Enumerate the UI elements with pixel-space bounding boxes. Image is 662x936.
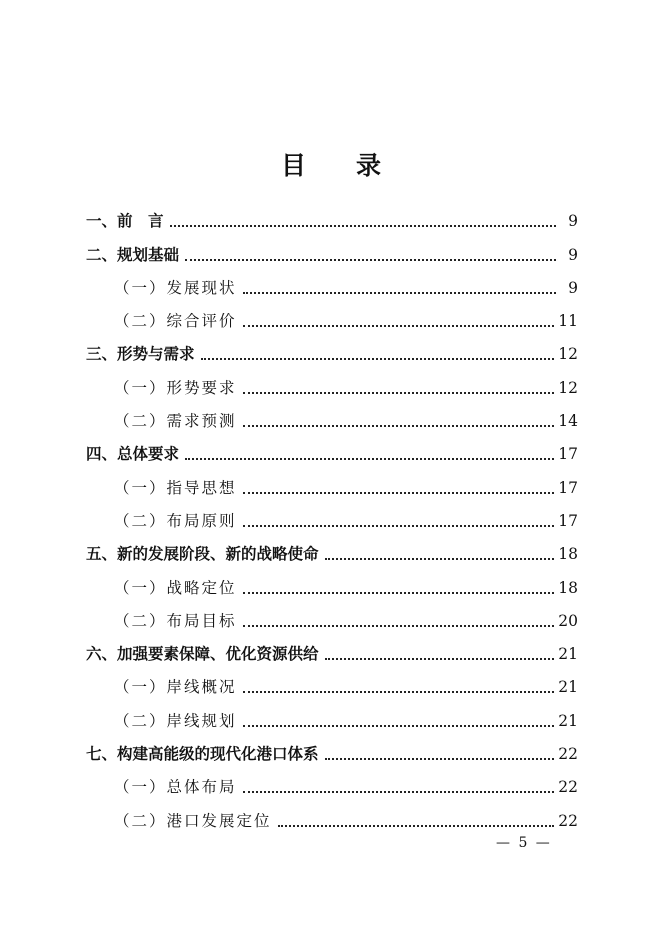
toc-entry-page: 17 xyxy=(558,445,578,464)
dot-leader xyxy=(243,324,555,327)
toc-entry-label: （一）发展现状 xyxy=(114,278,237,297)
toc-entry-label: 六、加强要素保障、优化资源供给 xyxy=(86,645,319,664)
toc-entry-label: （二）布局原则 xyxy=(114,511,237,530)
toc-entry[interactable] xyxy=(86,797,578,830)
toc-entry[interactable] xyxy=(86,531,578,564)
dot-leader xyxy=(170,224,556,227)
toc-entry[interactable] xyxy=(86,498,578,531)
toc-entry-page: 12 xyxy=(558,345,578,364)
toc-entry[interactable] xyxy=(86,631,578,664)
toc-entry-label: （二）岸线规划 xyxy=(114,711,237,730)
toc-entry[interactable] xyxy=(86,298,578,331)
toc-entry-page: 12 xyxy=(558,378,578,397)
toc-entry[interactable] xyxy=(86,364,578,397)
toc-entry[interactable] xyxy=(86,598,578,631)
dot-leader xyxy=(243,424,555,427)
dot-leader xyxy=(185,457,554,460)
page-number: — 5 — xyxy=(496,835,552,851)
dot-leader xyxy=(243,724,555,727)
toc-entry-label: （一）指导思想 xyxy=(114,478,237,497)
toc-entry-label: （一）形势要求 xyxy=(114,378,237,397)
toc-entry[interactable] xyxy=(86,231,578,264)
toc-entry[interactable] xyxy=(86,697,578,730)
dot-leader xyxy=(243,790,555,793)
dot-leader xyxy=(243,291,556,294)
toc-entry[interactable] xyxy=(86,464,578,497)
toc-entry[interactable] xyxy=(86,265,578,298)
dot-leader xyxy=(243,491,555,494)
toc-entry-page: 21 xyxy=(558,678,578,697)
table-of-contents xyxy=(86,198,578,831)
dot-leader xyxy=(243,391,555,394)
toc-entry-label: 二、规划基础 xyxy=(86,245,180,264)
dot-leader xyxy=(243,524,555,527)
dot-leader xyxy=(243,690,555,693)
toc-entry[interactable] xyxy=(86,731,578,764)
toc-entry[interactable] xyxy=(86,564,578,597)
toc-entry[interactable] xyxy=(86,331,578,364)
toc-entry-page: 17 xyxy=(558,478,578,497)
toc-entry-page: 20 xyxy=(558,611,578,630)
dot-leader xyxy=(325,757,555,760)
toc-entry-label: （二）港口发展定位 xyxy=(114,811,272,830)
toc-entry-label: （一）战略定位 xyxy=(114,578,237,597)
toc-entry[interactable] xyxy=(86,431,578,464)
toc-entry-page: 9 xyxy=(568,245,578,264)
toc-entry-page: 22 xyxy=(558,811,578,830)
toc-title: 目 录 xyxy=(280,151,381,180)
toc-entry-page: 9 xyxy=(568,278,578,297)
dot-leader xyxy=(243,624,555,627)
toc-entry-label: （一）岸线概况 xyxy=(114,678,237,697)
dot-leader xyxy=(243,591,555,594)
dot-leader xyxy=(201,357,555,360)
toc-entry-label: 七、构建高能级的现代化港口体系 xyxy=(86,745,319,764)
toc-entry-label: 五、新的发展阶段、新的战略使命 xyxy=(86,545,319,564)
toc-entry-page: 18 xyxy=(558,578,578,597)
toc-entry[interactable] xyxy=(86,198,578,231)
dot-leader xyxy=(325,657,555,660)
toc-entry-page: 14 xyxy=(558,412,578,431)
toc-entry-label: （二）布局目标 xyxy=(114,611,237,630)
toc-entry-page: 17 xyxy=(558,511,578,530)
toc-entry-label: （一）总体布局 xyxy=(114,778,237,797)
toc-entry-page: 22 xyxy=(558,745,578,764)
toc-entry-page: 18 xyxy=(558,545,578,564)
toc-entry-page: 22 xyxy=(558,778,578,797)
toc-entry-page: 11 xyxy=(558,312,578,331)
dot-leader xyxy=(185,258,556,261)
toc-entry-page: 21 xyxy=(558,711,578,730)
toc-entry-label: （二）综合评价 xyxy=(114,312,237,331)
dot-leader xyxy=(278,824,555,827)
toc-entry-page: 9 xyxy=(568,212,578,231)
toc-entry-page: 21 xyxy=(558,645,578,664)
toc-entry-label: 一、前 言 xyxy=(86,212,164,231)
toc-entry[interactable] xyxy=(86,764,578,797)
toc-entry-label: （二）需求预测 xyxy=(114,412,237,431)
toc-entry-label: 三、形势与需求 xyxy=(86,345,195,364)
toc-entry[interactable] xyxy=(86,398,578,431)
dot-leader xyxy=(325,557,555,560)
toc-entry[interactable] xyxy=(86,664,578,697)
toc-entry-label: 四、总体要求 xyxy=(86,445,180,464)
